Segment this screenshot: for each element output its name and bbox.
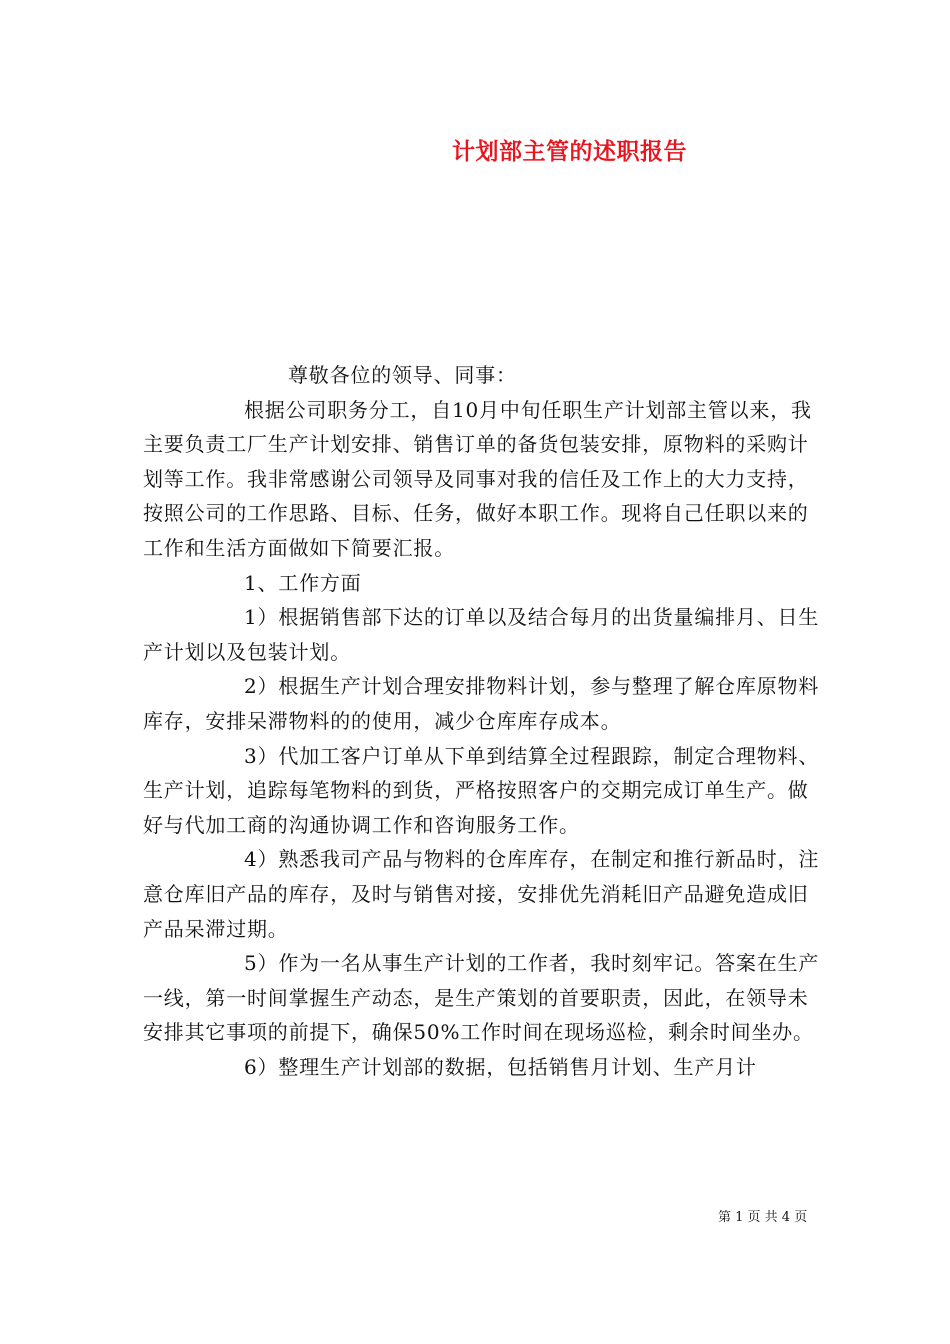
document-title: 计划部主管的述职报告 — [452, 138, 687, 165]
paragraph-item-5: 5）作为一名从事生产计划的工作者，我时刻牢记。答案在生产一线，第一时间掌握生产动态，是生产策划的首要职责，因此，在领导未安排其它事项的前提下，确保50%工作时间在现场巡检，剩余时间坐办。 — [143, 951, 820, 1045]
paragraph-intro: 根据公司职务分工，自10月中旬任职生产计划部主管以来，我主要负责工厂生产计划安排、销售订单的备货包装安排，原物料的采购计划等工作。我非常感谢公司领导及同事对我的信任及工作上的大力支持，按照公司的工作思路、目标、任务，做好本职工作。现将自己任职以来的工作和生活方面做如下简要汇报。 — [143, 397, 812, 560]
section-heading-work: 1、工作方面 — [244, 570, 362, 595]
paragraph-item-2: 2）根据生产计划合理安排物料计划，参与整理了解仓库原物料库存，安排呆滞物料的的使用，减少仓库库存成本。 — [143, 674, 820, 733]
document-body — [143, 358, 823, 1084]
salutation: 尊敬各位的领导、同事： — [288, 363, 517, 387]
paragraph-item-6: 6）整理生产计划部的数据，包括销售月计划、生产月计 — [244, 1054, 757, 1079]
paragraph-item-1: 1）根据销售部下达的订单以及结合每月的出货量编排月、日生产计划以及包装计划。 — [143, 605, 820, 664]
page-number-footer: 第 1 页 共 4 页 — [718, 1210, 808, 1225]
paragraph-item-3: 3）代加工客户订单从下单到结算全过程跟踪，制定合理物料、生产计划，追踪每笔物料的到货，严格按照客户的交期完成订单生产。做好与代加工商的沟通协调工作和咨询服务工作。 — [143, 743, 820, 837]
paragraph-item-4: 4）熟悉我司产品与物料的仓库库存，在制定和推行新品时，注意仓库旧产品的库存，及时与销售对接，安排优先消耗旧产品避免造成旧产品呆滞过期。 — [143, 847, 820, 941]
